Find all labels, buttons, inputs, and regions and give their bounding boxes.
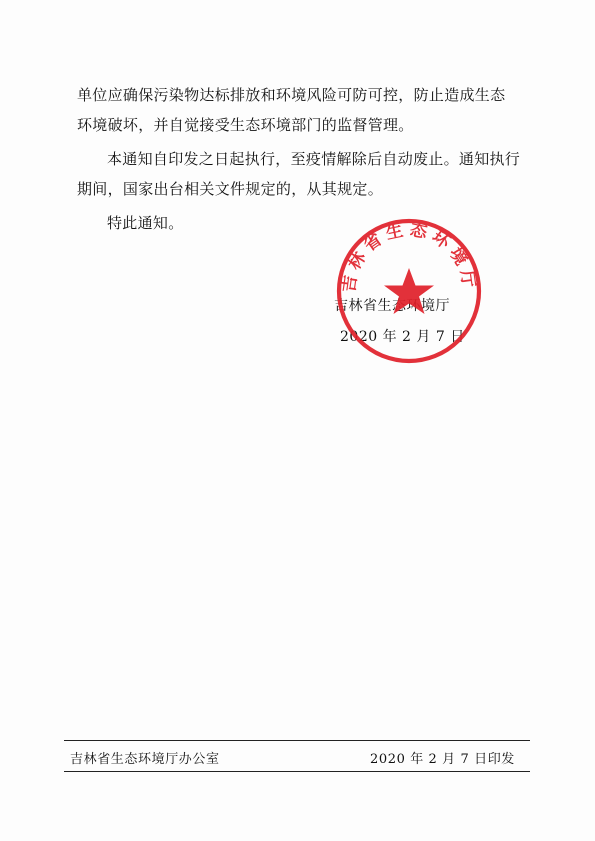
seal-star-icon: [384, 268, 434, 314]
issuer-signature: 吉林省生态环境厅: [334, 298, 450, 314]
closing-line: 特此通知。: [107, 214, 184, 232]
paragraph-1-line-1: 单位应确保污染物达标排放和环境风险可防可控，防止造成生态: [77, 86, 506, 104]
official-seal-icon: [334, 216, 484, 366]
paragraph-1-line-2: 环境破坏，并自觉接受生态环境部门的监督管理。: [77, 116, 414, 134]
svg-text:吉林省生态环境厅: 吉林省生态环境厅: [339, 219, 479, 294]
footer-office: 吉林省生态环境厅办公室: [70, 752, 220, 767]
footer-issued-date: 2020 年 2 月 7 日印发: [370, 752, 515, 767]
signature-date: 2020 年 2 月 7 日: [340, 329, 465, 345]
footer-top-rule: [64, 740, 530, 741]
paragraph-2-line-1: 本通知自印发之日起执行，至疫情解除后自动废止。通知执行: [107, 150, 521, 168]
paragraph-2-line-2: 期间，国家出台相关文件规定的，从其规定。: [77, 180, 384, 198]
footer-bottom-rule: [64, 771, 530, 772]
